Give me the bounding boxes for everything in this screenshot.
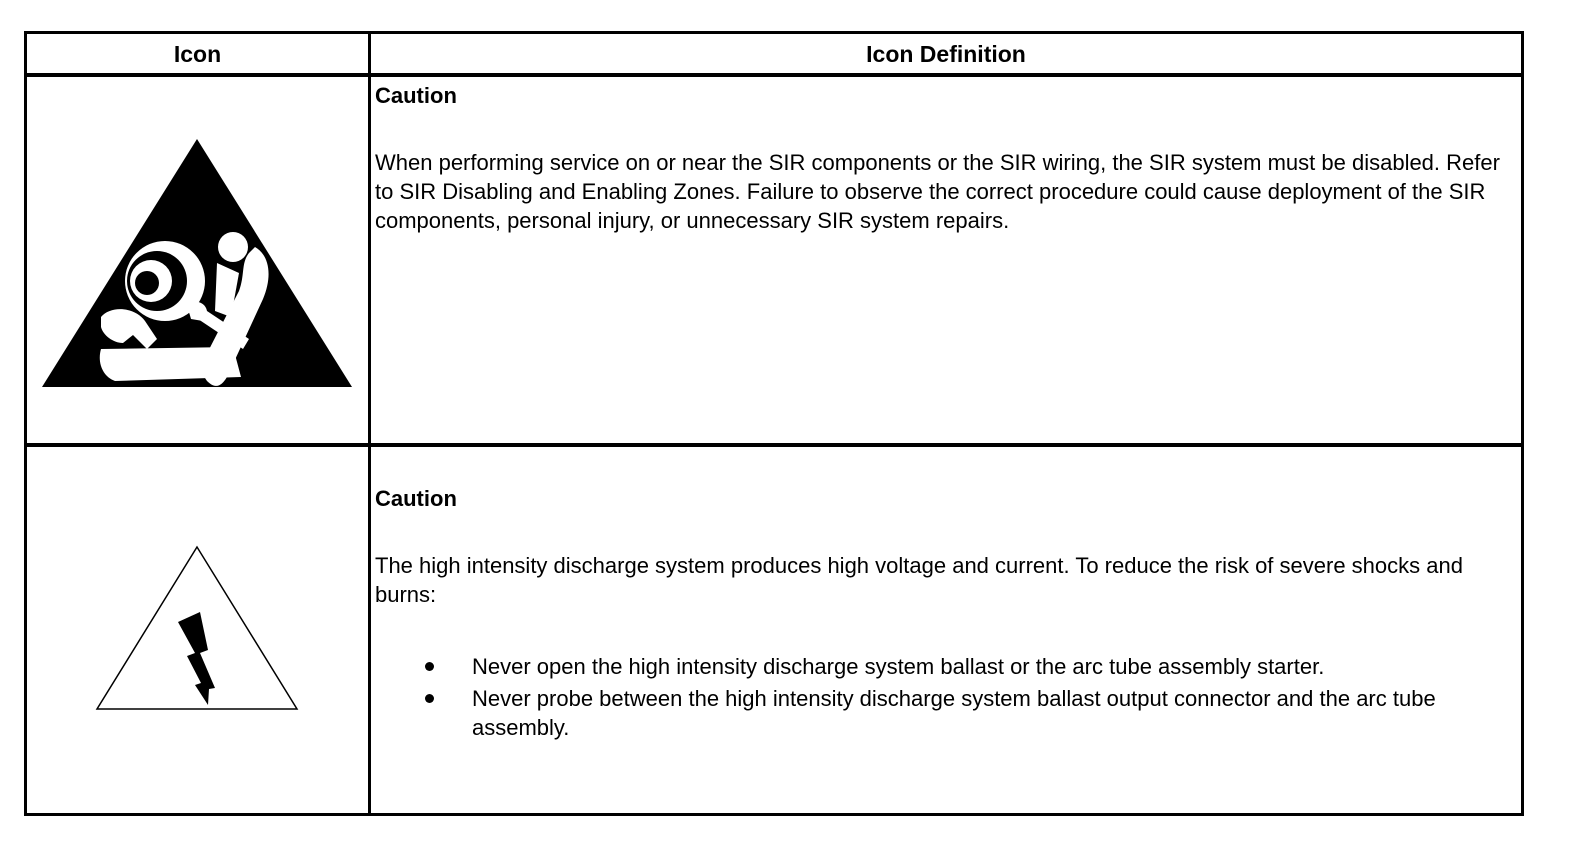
table-row-airbag-definition <box>375 82 1511 235</box>
list-item <box>375 652 1511 681</box>
bullet-text: Never probe between the high intensity discharge system ballast output connector and the arc tube assembly. <box>472 686 1436 740</box>
icon-definition-table <box>24 31 1524 816</box>
caution-title: Caution <box>375 486 457 511</box>
airbag-warning-icon <box>27 77 368 443</box>
bullet-icon <box>425 694 434 703</box>
high-voltage-icon <box>27 447 368 816</box>
table-row-high-voltage-definition <box>375 485 1511 745</box>
header-icon-definition: Icon Definition <box>866 41 1026 67</box>
bullet-icon <box>425 662 434 671</box>
caution-bullet-list <box>375 652 1511 742</box>
caution-text: When performing service on or near the SIR components or the SIR wiring, the SIR system must be disabled. Refer to SIR Disabling and Enabling Zones. Failure to observe the correct procedure could cause deployment of the SIR components, personal injury, or unnecessary SIR system repairs. <box>375 150 1500 233</box>
table-row-high-voltage-icon-cell <box>27 447 368 816</box>
caution-text: The high intensity discharge system produces high voltage and current. To reduce the risk of severe shocks and burns: <box>375 553 1463 607</box>
bullet-text: Never open the high intensity discharge system ballast or the arc tube assembly starter. <box>472 654 1325 679</box>
list-item <box>375 684 1511 742</box>
column-divider <box>368 34 371 813</box>
caution-title: Caution <box>375 83 457 108</box>
table-row-airbag-icon-cell <box>27 77 368 443</box>
header-icon: Icon <box>173 41 222 67</box>
